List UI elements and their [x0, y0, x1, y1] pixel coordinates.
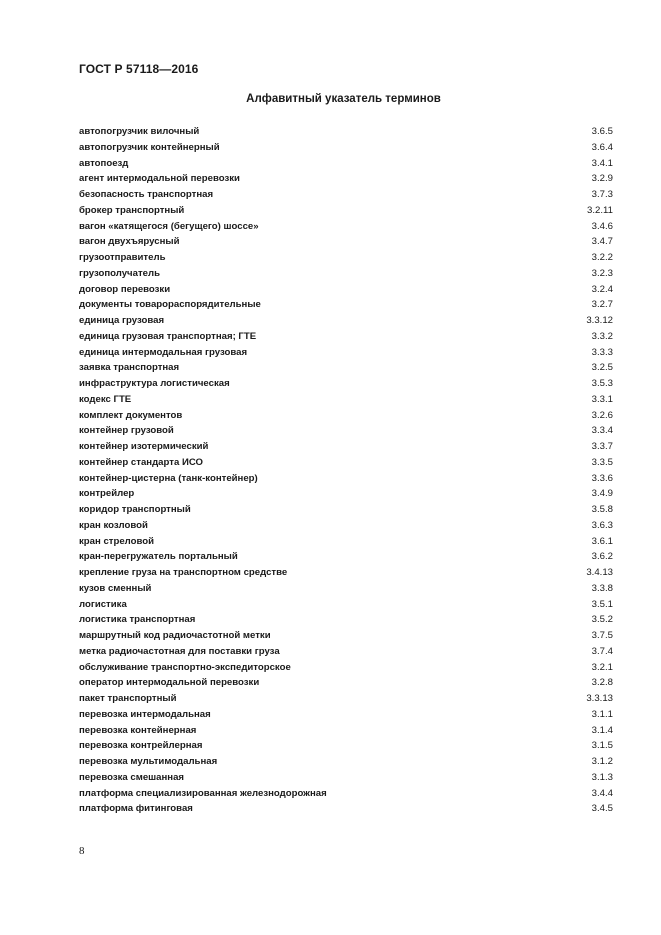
term-text: инфраструктура логистическая [79, 378, 230, 389]
term-text: договор перевозки [79, 283, 171, 295]
term-text: агент интермодальной перевозки [79, 173, 240, 185]
term-index-list [79, 124, 613, 817]
term-reference: 3.2.7 [591, 299, 613, 311]
term-row [79, 502, 613, 518]
term-text: единица интермодальная грузовая [79, 346, 248, 358]
term-reference: 3.6.4 [591, 141, 613, 153]
term-text: брокер транспортный [79, 204, 185, 216]
term-reference: 3.3.3 [591, 346, 613, 358]
term-text: логистика [79, 598, 127, 610]
term-text: контейнер-цистерна (танк-контейнер) [79, 472, 258, 484]
term-row [79, 124, 613, 140]
term-row [79, 518, 613, 534]
term-row [79, 360, 613, 376]
term-reference: 3.3.8 [591, 582, 613, 594]
term-row [79, 439, 613, 455]
term-reference: 3.3.6 [591, 472, 613, 484]
term-text: вагон двухъярусный [79, 236, 180, 248]
term-row [79, 471, 613, 487]
term-text: платформа фитинговая [79, 803, 193, 815]
term-text: обслуживание транспортно-экспедиторское [79, 661, 291, 673]
term-reference: 3.3.13 [586, 693, 613, 704]
term-reference: 3.6.5 [591, 126, 613, 137]
term-text: кран козловой [79, 519, 148, 531]
term-row [79, 250, 613, 266]
term-row [79, 786, 613, 802]
term-row [79, 612, 613, 628]
term-row [79, 691, 613, 707]
term-reference: 3.3.12 [586, 315, 613, 326]
term-text: контейнер изотермический [79, 441, 209, 452]
term-reference: 3.4.1 [591, 157, 613, 169]
term-reference: 3.7.4 [591, 645, 613, 657]
term-reference: 3.4.6 [591, 220, 613, 232]
term-text: перевозка смешанная [79, 771, 185, 783]
term-row [79, 675, 613, 691]
term-row [79, 329, 613, 345]
term-reference: 3.3.2 [591, 330, 613, 342]
term-text: комплект документов [79, 409, 183, 421]
term-row [79, 801, 613, 817]
term-reference: 3.2.1 [591, 661, 613, 673]
term-reference: 3.2.9 [591, 173, 613, 185]
term-text: кодекс ГТЕ [79, 393, 132, 405]
term-row [79, 455, 613, 471]
term-row [79, 282, 613, 298]
term-row [79, 723, 613, 739]
term-row [79, 660, 613, 676]
term-reference: 3.2.4 [591, 283, 613, 295]
term-row [79, 156, 613, 172]
term-row [79, 203, 613, 219]
term-reference: 3.6.2 [591, 551, 613, 563]
term-text: грузополучатель [79, 267, 160, 279]
term-row [79, 187, 613, 203]
term-text: маршрутный код радиочастотной метки [79, 630, 271, 641]
term-text: автопоезд [79, 157, 129, 169]
term-text: перевозка интермодальная [79, 708, 211, 720]
term-text: пакет транспортный [79, 693, 177, 704]
term-text: кран-перегружатель портальный [79, 551, 238, 563]
term-row [79, 628, 613, 644]
term-reference: 3.1.2 [591, 756, 613, 767]
term-row [79, 266, 613, 282]
term-text: кран стреловой [79, 535, 155, 547]
term-text: единица грузовая [79, 315, 165, 326]
term-text: метка радиочастотная для поставки груза [79, 645, 280, 657]
term-reference: 3.3.5 [591, 456, 613, 468]
term-reference: 3.2.11 [587, 204, 613, 216]
term-text: перевозка мультимодальная [79, 756, 218, 767]
term-text: контрейлер [79, 488, 135, 500]
term-reference: 3.2.5 [591, 362, 613, 374]
term-reference: 3.7.5 [591, 630, 613, 641]
term-reference: 3.2.2 [591, 252, 613, 263]
term-reference: 3.2.3 [591, 267, 613, 279]
term-row [79, 597, 613, 613]
term-reference: 3.5.2 [591, 614, 613, 626]
term-reference: 3.4.7 [591, 236, 613, 248]
term-text: контейнер грузовой [79, 425, 174, 437]
term-text: контейнер стандарта ИСО [79, 456, 203, 468]
term-text: кузов сменный [79, 582, 152, 594]
term-row [79, 770, 613, 786]
term-reference: 3.1.1 [591, 708, 613, 720]
term-text: перевозка контейнерная [79, 724, 197, 736]
term-reference: 3.1.3 [591, 771, 613, 783]
document-code: ГОСТ Р 57118—2016 [79, 62, 199, 76]
term-row [79, 171, 613, 187]
term-text: логистика транспортная [79, 614, 196, 626]
term-text: коридор транспортный [79, 504, 191, 515]
term-row [79, 534, 613, 550]
term-text: оператор интермодальной перевозки [79, 677, 260, 689]
page-number: 8 [79, 845, 85, 857]
term-row [79, 234, 613, 250]
term-reference: 3.6.1 [591, 535, 613, 547]
term-reference: 3.5.1 [591, 598, 613, 610]
term-text: крепление груза на транспортном средстве [79, 567, 288, 578]
term-row [79, 549, 613, 565]
term-text: автопогрузчик контейнерный [79, 141, 220, 153]
term-row [79, 376, 613, 392]
term-text: единица грузовая транспортная; ГТЕ [79, 330, 257, 342]
term-text: заявка транспортная [79, 362, 180, 374]
term-text: платформа специализированная железнодорожная [79, 787, 327, 799]
term-row [79, 345, 613, 361]
term-row [79, 738, 613, 754]
term-row [79, 565, 613, 581]
term-row [79, 707, 613, 723]
term-reference: 3.7.3 [591, 189, 613, 200]
term-reference: 3.4.5 [591, 803, 613, 815]
term-reference: 3.2.8 [591, 677, 613, 689]
index-title: Алфавитный указатель терминов [246, 93, 441, 105]
term-text: документы товарораспорядительные [79, 299, 261, 311]
term-reference: 3.1.4 [591, 724, 613, 736]
term-reference: 3.3.7 [591, 441, 613, 452]
term-row [79, 754, 613, 770]
term-reference: 3.3.4 [591, 425, 613, 437]
term-row [79, 423, 613, 439]
term-reference: 3.4.13 [586, 567, 613, 578]
term-row [79, 408, 613, 424]
term-text: грузоотправитель [79, 252, 166, 263]
term-reference: 3.5.8 [591, 504, 613, 515]
term-reference: 3.1.5 [591, 740, 613, 752]
term-row [79, 581, 613, 597]
term-reference: 3.6.3 [591, 519, 613, 531]
term-row [79, 644, 613, 660]
term-row [79, 486, 613, 502]
term-text: вагон «катящегося (бегущего) шоссе» [79, 220, 259, 232]
term-row [79, 392, 613, 408]
term-reference: 3.3.1 [591, 393, 613, 405]
term-reference: 3.2.6 [591, 409, 613, 421]
term-row [79, 219, 613, 235]
term-reference: 3.4.9 [591, 488, 613, 500]
term-row [79, 140, 613, 156]
term-text: перевозка контрейлерная [79, 740, 203, 752]
term-text: безопасность транспортная [79, 189, 214, 200]
term-reference: 3.4.4 [591, 787, 613, 799]
term-text: автопогрузчик вилочный [79, 126, 200, 137]
term-row [79, 297, 613, 313]
term-row [79, 313, 613, 329]
term-reference: 3.5.3 [591, 378, 613, 389]
